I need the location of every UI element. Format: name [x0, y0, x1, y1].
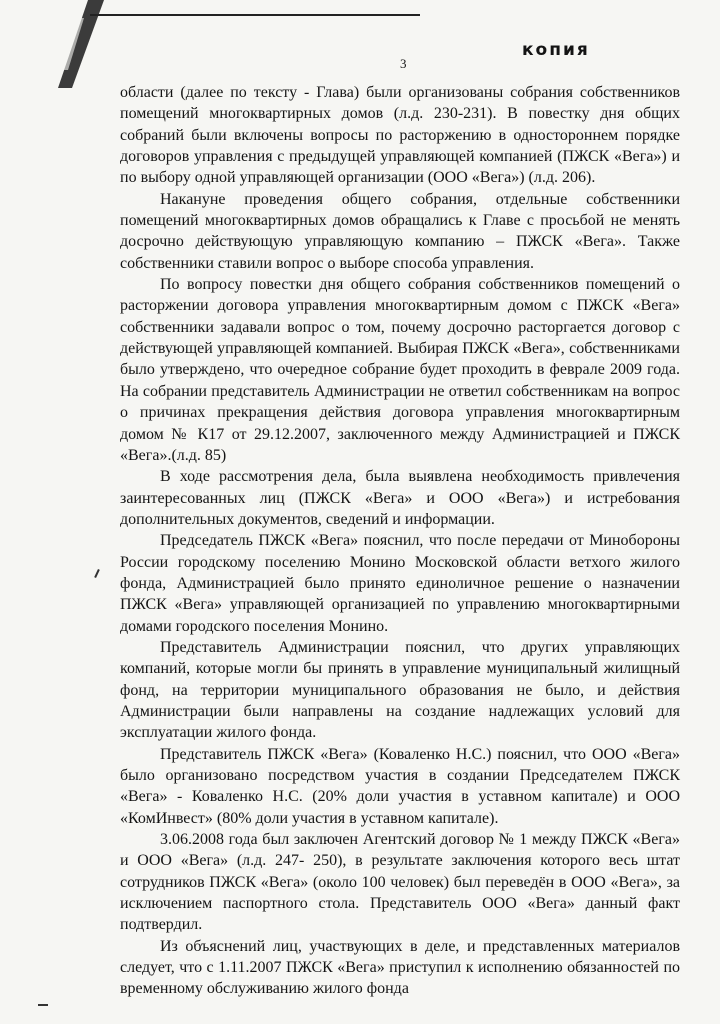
- paragraph: Представитель ПЖСК «Вега» (Коваленко Н.С.) пояснил, что ООО «Вега» было организовано посредством участия в создании Председателем ПЖСК «Вега» - Коваленко Н.С. (20% доли участия в уставном капитале) и ООО «КомИнвест» (80% доли участия в уставном капитале).: [120, 745, 680, 827]
- margin-mark: [94, 569, 100, 578]
- page-number: 3: [400, 56, 407, 71]
- paragraph: Представитель Администрации пояснил, что других управляющих компаний, которые могли бы принять в управление муниципальный жилищный фонд, на территории муниципального образования не было, и действия Администрации были направлены на создание надлежащих условий для эксплуатации жилого фонда.: [120, 638, 680, 742]
- paragraph: 3.06.2008 года был заключен Агентский договор № 1 между ПЖСК «Вега» и ООО «Вега» (л.д. 247- 250), в результате заключения которого весь штат сотрудников ПЖСК «Вега» (около 100 человек) был переведён в ООО «Вега», за исключением паспортного стола. Представитель ООО «Вега» данный факт подтвердил.: [120, 831, 680, 934]
- paragraph: По вопросу повестки дня общего собрания собственников помещений о расторжении договора управления многоквартирным домом с ПЖСК «Вега» собственники задавали вопрос о том, почему досрочно расторгается договор с действующей управляющей компанией. Выбирая ПЖСК «Вега», собственниками было утверждено, что очередное собрание будет проходить в феврале 2009 года. На собрании представитель Администрации не ответил собственникам на вопрос о причинах прекращения действия договора управления многоквартирным домом № К17 от 29.12.2007, заключенного между Администрацией и ПЖСК «Вега».(л.д. 85): [120, 276, 680, 464]
- top-border-line: [90, 14, 420, 16]
- paragraph: Председатель ПЖСК «Вега» пояснил, что после передачи от Минобороны России городскому поселению Монино Московской области ветхого жилого фонда, Администрацией было принято единоличное решение о назначении ПЖСК «Вега» управляющей организацией по управлению многоквартирными домами городского поселения Монино.: [120, 532, 680, 635]
- margin-mark: [38, 1004, 48, 1006]
- paragraph: области (далее по тексту - Глава) были организованы собрания собственников помещений многоквартирных домов (л.д. 230-231). В повестку дня общих собраний были включены вопросы по расторжению в одностороннем порядке договоров управления с предыдущей управляющей компанией (ПЖСК «Вега») и по выбору одной управляющей организации (ООО «Вега») (л.д. 206).: [120, 84, 680, 187]
- paragraph: Накануне проведения общего собрания, отдельные собственники помещений многоквартирных домов обращались к Главе с просьбой не менять досрочно действующую управляющую компанию – ПЖСК «Вега». Также собственники ставили вопрос о выборе способа управления.: [120, 190, 680, 272]
- document-body: [120, 82, 680, 1000]
- copy-stamp: копия: [522, 40, 590, 60]
- paragraph: Из объяснений лиц, участвующих в деле, и представленных материалов следует, что с 1.11.2007 ПЖСК «Вега» приступил к исполнению обязанностей по временному обслуживанию жилого фонда: [120, 937, 680, 998]
- paragraph: В ходе рассмотрения дела, была выявлена необходимость привлечения заинтересованных лиц (ПЖСК «Вега» и ООО «Вега») и истребования дополнительных документов, сведений и информации.: [120, 468, 680, 528]
